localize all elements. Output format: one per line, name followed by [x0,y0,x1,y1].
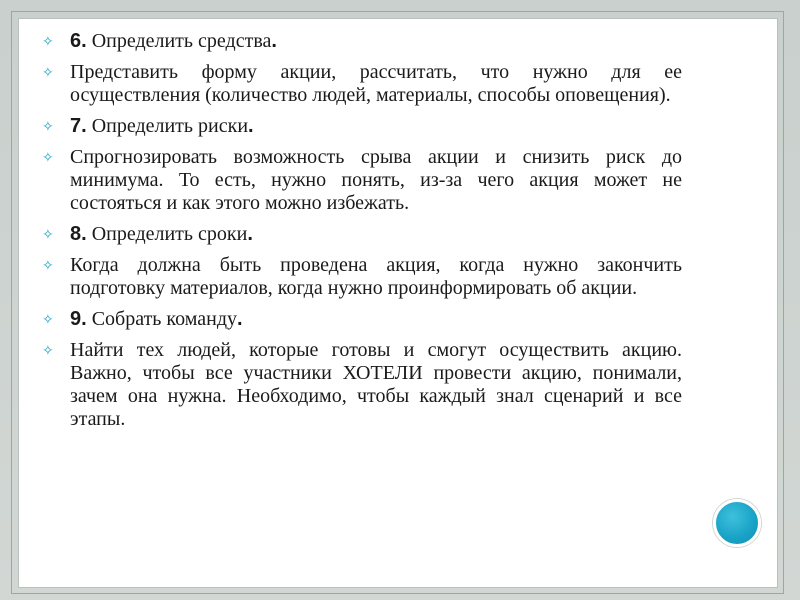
item-number: 6. [70,30,87,52]
bullet-icon: ✧ [42,343,54,359]
item-text: Найти тех людей, которые готовы и смогут осуществить акцию. Важно, чтобы все участники ХОТЕЛИ провести акцию, понимали, зачем она нужна. Необходимо, чтобы каждый знал сценарий и все этапы. [70,339,682,430]
bullet-icon: ✧ [42,312,54,328]
item-heading-text: Определить риски [91,115,249,137]
item-number: 8. [70,223,87,245]
list-item-heading-6 [42,30,682,53]
decorative-circle [713,499,761,547]
bullet-icon: ✧ [42,227,54,243]
item-heading-text: Определить сроки [91,223,248,245]
item-heading-end: . [248,115,254,137]
item-heading-text: Определить средства [91,30,272,52]
bullet-icon: ✧ [42,258,54,274]
list-item-text [42,146,682,215]
item-heading-end: . [247,223,253,245]
item-text: Когда должна быть проведена акция, когда нужно закончить подготовку материалов, когда нужно проинформировать об акции. [70,254,682,299]
list-item-heading-8 [42,223,682,246]
list-item-text [42,254,682,300]
item-number: 7. [70,115,87,137]
item-heading-end: . [271,30,277,52]
item-heading-end: . [237,308,243,330]
bullet-icon: ✧ [42,34,54,50]
list-item-text [42,61,682,107]
item-number: 9. [70,308,87,330]
bullet-icon: ✧ [42,150,54,166]
list-item-heading-9 [42,308,682,331]
bullet-icon: ✧ [42,65,54,81]
item-text: Представить форму акции, рассчитать, что нужно для ее осуществления (количество людей, материалы, способы оповещения). [70,61,682,106]
bullet-icon: ✧ [42,119,54,135]
bullet-list [42,30,682,439]
item-heading-text: Собрать команду [91,308,238,330]
item-text: Спрогнозировать возможность срыва акции и снизить риск до минимума. То есть, нужно понять, из-за чего акция может не состояться и как этого можно избежать. [70,146,682,214]
list-item-text [42,339,682,431]
list-item-heading-7 [42,115,682,138]
